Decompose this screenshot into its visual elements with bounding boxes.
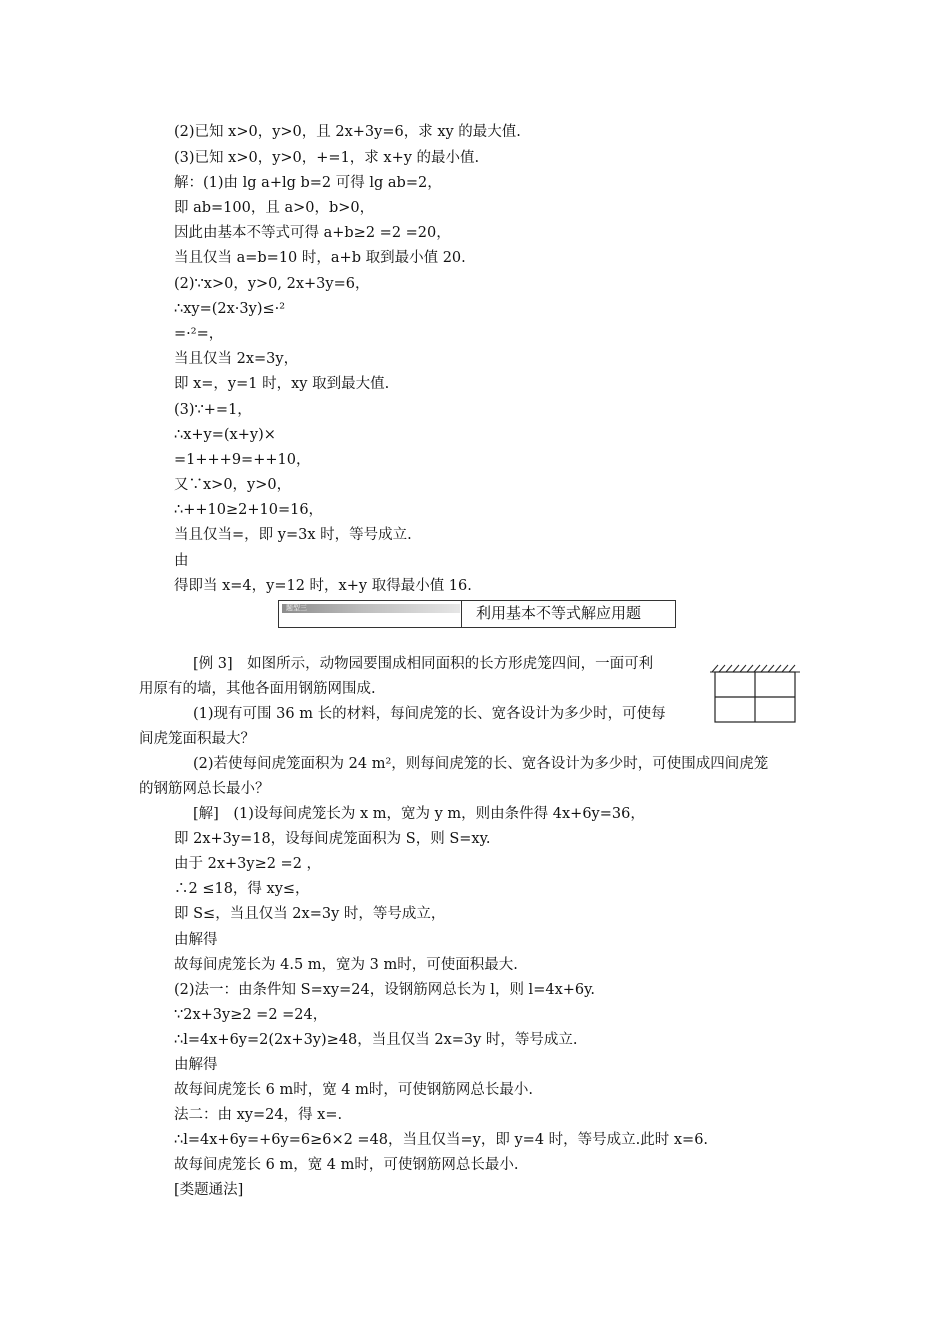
solution-line: 得即当 x=4，y=12 时，x+y 取得最小值 16.	[174, 578, 472, 594]
solution-line: ∴l=4x+6y=+6y=6≥6×2 =48，当且仅当=y，即 y=4 时，等号成立.此时 x=6.	[174, 1132, 709, 1148]
solution-line: 即 S≤，当且仅当 2x=3y 时，等号成立，	[174, 906, 446, 922]
wall-hatching	[710, 665, 800, 672]
solution-line: 由于 2x+3y≥2 =2 ，	[174, 856, 322, 872]
question-3: (3)已知 x>0，y>0，+=1，求 x+y 的最小值.	[174, 150, 480, 166]
solution-line: [解] (1)设每间虎笼长为 x m，宽为 y m，则由条件得 4x+6y=36，	[193, 806, 645, 822]
solution-line: 因此由基本不等式可得 a+b≥2 =2 =20，	[174, 225, 451, 241]
banner-divider	[461, 601, 462, 627]
section-title: 利用基本不等式解应用题	[476, 604, 642, 622]
solution-line: 又∵x>0，y>0，	[174, 477, 292, 493]
solution-line: 当且仅当 a=b=10 时，a+b 取到最小值 20.	[174, 250, 466, 266]
solution-line: [类题通法]	[174, 1182, 244, 1198]
solution-line: =·²=，	[174, 326, 224, 342]
solution-line: 故每间虎笼长为 4.5 m，宽为 3 m时，可使面积最大.	[174, 957, 518, 973]
solution-line: ∴xy=(2x·3y)≤·²	[174, 301, 286, 317]
question-2: (2)已知 x>0，y>0，且 2x+3y=6，求 xy 的最大值.	[174, 124, 521, 140]
solution-line: 由	[174, 553, 189, 569]
section-tag	[282, 604, 460, 613]
example-3-question-1: (1)现有可围 36 m 长的材料，每间虎笼的长、宽各设计为多少时，可使每	[193, 706, 666, 722]
solution-line: 故每间虎笼长 6 m时，宽 4 m时，可使钢筋网总长最小.	[174, 1082, 533, 1098]
example-3-intro: 用原有的墙，其他各面用钢筋网围成.	[139, 681, 376, 697]
solution-line: 当且仅当=，即 y=3x 时，等号成立.	[174, 527, 412, 543]
solution-line: 即 2x+3y=18，设每间虎笼面积为 S，则 S=xy.	[174, 831, 491, 847]
solution-line: 由解得	[174, 1057, 218, 1073]
solution-line: 故每间虎笼长 6 m，宽 4 m时，可使钢筋网总长最小.	[174, 1157, 519, 1173]
cage-grid	[715, 672, 795, 722]
solution-line: (2)法一：由条件知 S=xy=24，设钢筋网总长为 l，则 l=4x+6y.	[174, 982, 595, 998]
example-3-question-2: (2)若使每间虎笼面积为 24 m²，则每间虎笼的长、宽各设计为多少时，可使围成四间虎笼	[193, 756, 769, 772]
example-3-question-2: 的钢筋网总长最小？	[139, 781, 270, 797]
solution-line: (3)∵+=1，	[174, 402, 252, 418]
solution-line: =1+++9=++10，	[174, 452, 311, 468]
example-3-intro: [例 3] 如图所示，动物园要围成相同面积的长方形虎笼四间，一面可利	[193, 656, 654, 672]
solution-line: 即 x=，y=1 时，xy 取到最大值.	[174, 376, 390, 392]
tiger-cage-diagram	[710, 664, 800, 724]
solution-line: ∴x+y=(x+y)×	[174, 427, 276, 443]
solution-line: 由解得	[174, 932, 218, 948]
solution-line: ∴l=4x+6y=2(2x+3y)≥48，当且仅当 2x=3y 时，等号成立.	[174, 1032, 578, 1048]
solution-line: 法二：由 xy=24，得 x=.	[174, 1107, 343, 1123]
solution-line: ∵2x+3y≥2 =2 =24，	[174, 1007, 328, 1023]
solution-line: 即 ab=100，且 a>0，b>0，	[174, 200, 375, 216]
section-tag-label: 题型三	[286, 604, 307, 612]
solution-line: ∴++10≥2+10=16，	[174, 502, 324, 518]
example-3-question-1: 间虎笼面积最大？	[139, 731, 255, 747]
section-banner	[278, 600, 676, 628]
solution-line: (2)∵x>0，y>0, 2x+3y=6，	[174, 276, 370, 292]
solution-line: 当且仅当 2x=3y，	[174, 351, 299, 367]
solution-line: ∴2 ≤18，得 xy≤，	[174, 881, 310, 897]
solution-line: 解：(1)由 lg a+lg b=2 可得 lg ab=2，	[174, 175, 442, 191]
